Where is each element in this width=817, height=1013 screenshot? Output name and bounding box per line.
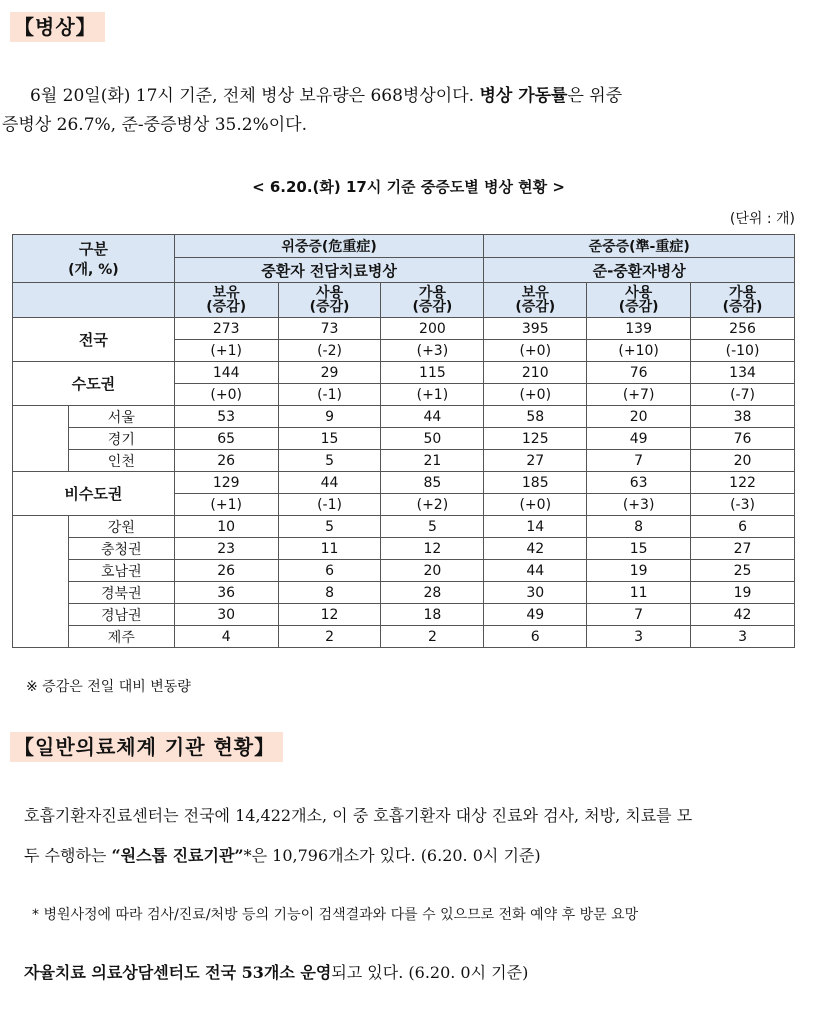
header-col-2: 사용 (증감) — [278, 283, 381, 318]
table-cell: 2 — [278, 626, 381, 648]
table-cell: 15 — [587, 538, 691, 560]
header-group1-sub: 중환자 전담치료병상 — [174, 258, 484, 283]
table-cell: 44 — [278, 472, 381, 494]
table-cell: 125 — [484, 428, 587, 450]
facilities-line2 — [0, 836, 817, 876]
table-cell: 2 — [381, 626, 484, 648]
table-cell: 200 — [381, 318, 484, 340]
table-cell: (-3) — [691, 494, 795, 516]
facilities-text-c: *은 10,796개소가 있다. (6.20. 0시 기준) — [243, 846, 541, 865]
table-cell: 21 — [381, 450, 484, 472]
beds-text-a: 6월 20일(화) 17시 기준, 전체 병상 보유량은 668병상이다. — [30, 86, 480, 106]
table-cell: 14 — [484, 516, 587, 538]
table-cell: 11 — [278, 538, 381, 560]
table-cell: 6 — [484, 626, 587, 648]
row-label: 서울 — [68, 406, 174, 428]
table-cell: (+3) — [381, 340, 484, 362]
table-cell: 44 — [484, 560, 587, 582]
table-cell: (+0) — [174, 384, 278, 406]
table-unit: (단위 : 개) — [729, 211, 795, 227]
facilities-paragraph — [0, 796, 817, 876]
table-cell: 12 — [381, 538, 484, 560]
table-cell: 20 — [381, 560, 484, 582]
row-label: 강원 — [68, 516, 174, 538]
table-cell: 23 — [174, 538, 278, 560]
table-cell: (+3) — [587, 494, 691, 516]
table-cell: 144 — [174, 362, 278, 384]
table-row-noncapital — [13, 472, 795, 494]
table-row — [13, 406, 795, 428]
row-label: 경남권 — [68, 604, 174, 626]
table-cell: 65 — [174, 428, 278, 450]
table-cell: (+1) — [174, 340, 278, 362]
table-row — [13, 428, 795, 450]
table-cell: 58 — [484, 406, 587, 428]
table-cell: 3 — [587, 626, 691, 648]
table-cell: 53 — [174, 406, 278, 428]
table-cell: 49 — [484, 604, 587, 626]
table-cell: 273 — [174, 318, 278, 340]
capital-indent-cell — [13, 406, 69, 472]
table-cell: 6 — [691, 516, 795, 538]
table-cell: 185 — [484, 472, 587, 494]
table-cell: 25 — [691, 560, 795, 582]
header-col-1: 보유 (증감) — [174, 283, 278, 318]
table-cell: 5 — [278, 516, 381, 538]
table-cell: 76 — [691, 428, 795, 450]
table-cell: 5 — [381, 516, 484, 538]
header-col-5: 사용 (증감) — [587, 283, 691, 318]
table-cell: 30 — [174, 604, 278, 626]
table-cell: 10 — [174, 516, 278, 538]
row-label: 제주 — [68, 626, 174, 648]
section-title-facilities: 【일반의료체계 기관 현황】 — [10, 732, 283, 762]
header-category — [13, 235, 175, 283]
row-label: 경북권 — [68, 582, 174, 604]
table-cell: 5 — [278, 450, 381, 472]
table-cell: 38 — [691, 406, 795, 428]
row-label-nation: 전국 — [13, 318, 175, 362]
table-cell: 4 — [174, 626, 278, 648]
beds-text-b: 병상 가동률 — [479, 86, 568, 106]
table-cell: 73 — [278, 318, 381, 340]
table-cell: 20 — [691, 450, 795, 472]
header-category-unit: (개, %) — [68, 262, 119, 278]
bed-status-table — [12, 234, 795, 648]
table-cell: 26 — [174, 560, 278, 582]
table-cell: 18 — [381, 604, 484, 626]
row-label: 인천 — [68, 450, 174, 472]
table-footnote: ※ 증감은 전일 대비 변동량 — [26, 679, 191, 695]
table-row — [13, 626, 795, 648]
table-cell: 76 — [587, 362, 691, 384]
header-col-3: 가용 (증감) — [381, 283, 484, 318]
table-cell: 19 — [587, 560, 691, 582]
table-cell: 50 — [381, 428, 484, 450]
beds-paragraph — [0, 82, 817, 140]
table-caption: < 6.20.(화) 17시 기준 중증도별 병상 현황 > — [252, 178, 565, 196]
table-cell: (+0) — [484, 340, 587, 362]
table-header-row-3 — [13, 283, 795, 318]
table-cell: 3 — [691, 626, 795, 648]
header-group2: 준중증(準-重症) — [484, 235, 795, 258]
table-cell: 8 — [587, 516, 691, 538]
table-cell: 29 — [278, 362, 381, 384]
table-cell: 30 — [484, 582, 587, 604]
table-cell: 134 — [691, 362, 795, 384]
table-cell: (+1) — [381, 384, 484, 406]
table-cell: 44 — [381, 406, 484, 428]
table-cell: 129 — [174, 472, 278, 494]
table-cell: 7 — [587, 450, 691, 472]
table-cell: 28 — [381, 582, 484, 604]
table-cell: 27 — [691, 538, 795, 560]
row-label-noncapital: 비수도권 — [13, 472, 175, 516]
row-label-capital: 수도권 — [13, 362, 175, 406]
counseling-text-b: 되고 있다. (6.20. 0시 기준) — [331, 963, 529, 982]
table-cell: 9 — [278, 406, 381, 428]
table-row-capital — [13, 362, 795, 384]
table-cell: (+1) — [174, 494, 278, 516]
counseling-text-a: 자율치료 의료상담센터도 전국 53개소 운영 — [24, 963, 332, 982]
table-cell: (-10) — [691, 340, 795, 362]
table-cell: 15 — [278, 428, 381, 450]
section-title-beds: 【병상】 — [10, 12, 105, 42]
one-stop-clinic-label: “원스톱 진료기관” — [111, 846, 244, 865]
table-cell: (-1) — [278, 494, 381, 516]
table-cell: 6 — [278, 560, 381, 582]
table-row — [13, 538, 795, 560]
table-cell: 19 — [691, 582, 795, 604]
table-cell: (+10) — [587, 340, 691, 362]
table-cell: (-7) — [691, 384, 795, 406]
header-group1: 위중증(危重症) — [174, 235, 484, 258]
table-cell: (-2) — [278, 340, 381, 362]
beds-paragraph-line2: 증병상 26.7%, 준-중증병상 35.2%이다. — [2, 115, 307, 135]
row-label: 충청권 — [68, 538, 174, 560]
table-cell: 26 — [174, 450, 278, 472]
beds-paragraph-line1 — [0, 82, 817, 111]
table-header-row-1 — [13, 235, 795, 258]
table-cell: 42 — [691, 604, 795, 626]
header-col-4: 보유 (증감) — [484, 283, 587, 318]
table-cell: 42 — [484, 538, 587, 560]
counseling-paragraph — [24, 958, 528, 987]
table-cell: (+7) — [587, 384, 691, 406]
table-row — [13, 604, 795, 626]
table-cell: 115 — [381, 362, 484, 384]
noncapital-indent-cell — [13, 516, 69, 648]
beds-text-c: 은 위중 — [567, 86, 623, 106]
table-cell: 139 — [587, 318, 691, 340]
table-cell: 12 — [278, 604, 381, 626]
header-spacer — [13, 283, 175, 318]
header-col-6: 가용 (증감) — [691, 283, 795, 318]
table-cell: 210 — [484, 362, 587, 384]
header-category-label: 구분 — [78, 240, 108, 258]
table-row — [13, 582, 795, 604]
table-cell: 63 — [587, 472, 691, 494]
table-cell: 11 — [587, 582, 691, 604]
table-cell: 49 — [587, 428, 691, 450]
table-cell: (-1) — [278, 384, 381, 406]
table-cell: 36 — [174, 582, 278, 604]
table-cell: 8 — [278, 582, 381, 604]
table-row — [13, 450, 795, 472]
table-cell: 85 — [381, 472, 484, 494]
table-cell: 27 — [484, 450, 587, 472]
table-cell: 122 — [691, 472, 795, 494]
table-cell: (+2) — [381, 494, 484, 516]
table-cell: (+0) — [484, 494, 587, 516]
table-cell: 7 — [587, 604, 691, 626]
row-label: 경기 — [68, 428, 174, 450]
facilities-line1: 호흡기환자진료센터는 전국에 14,422개소, 이 중 호흡기환자 대상 진료와 검사, 처방, 치료를 모 — [24, 806, 693, 825]
table-row — [13, 560, 795, 582]
header-group2-sub: 준-중환자병상 — [484, 258, 795, 283]
table-cell: (+0) — [484, 384, 587, 406]
table-cell: 20 — [587, 406, 691, 428]
table-row — [13, 516, 795, 538]
facilities-text-a: 두 수행하는 — [24, 846, 112, 865]
asterisk-note: * 병원사정에 따라 검사/진료/처방 등의 기능이 검색결과와 다를 수 있으므로 전화 예약 후 방문 요망 — [32, 907, 639, 923]
table-row-nation — [13, 318, 795, 340]
table-cell: 395 — [484, 318, 587, 340]
table-cell: 256 — [691, 318, 795, 340]
row-label: 호남권 — [68, 560, 174, 582]
